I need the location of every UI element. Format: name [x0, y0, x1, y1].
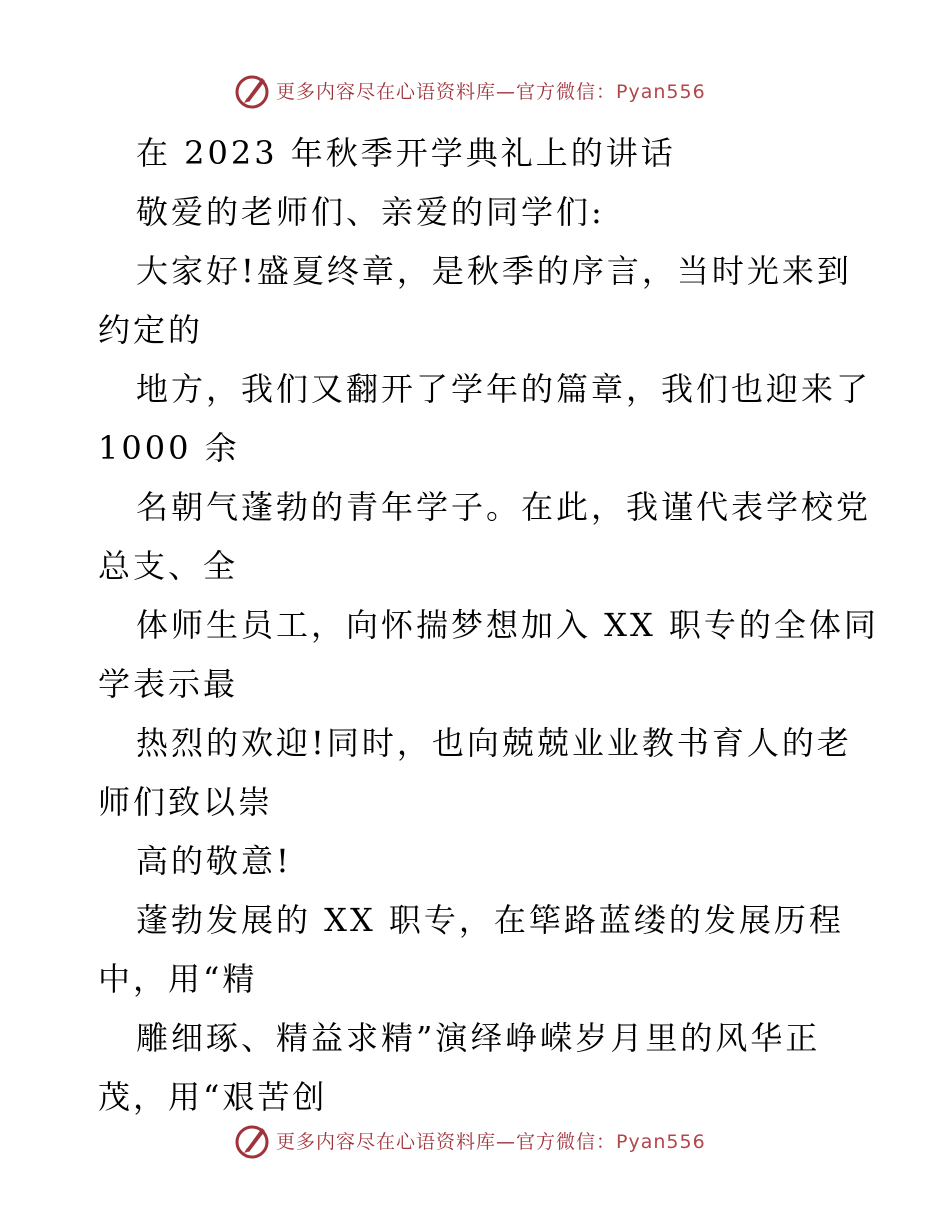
body-line: 名朝气蓬勃的青年学子。在此，我谨代表学校党 [136, 488, 872, 526]
body-line: 体师生员工，向怀揣梦想加入 XX 职专的全体同 [136, 606, 879, 644]
page-header-banner [232, 70, 706, 110]
header-banner-text [276, 77, 706, 104]
body-line: 热烈的欢迎!同时，也向兢兢业业教书育人的老 [136, 724, 852, 762]
body-line: 1000 余 [98, 429, 240, 467]
body-line: 大家好!盛夏终章，是秋季的序言，当时光来到 [136, 252, 852, 290]
body-line: 雕细琢、精益求精”演绎峥嵘岁月里的风华正 [136, 1019, 821, 1057]
page-footer-banner [232, 1120, 706, 1160]
document-title: 在 2023 年秋季开学典礼上的讲话 [136, 134, 676, 172]
salutation: 敬爱的老师们、亲爱的同学们: [136, 193, 605, 231]
body-line: 中，用“精 [98, 960, 258, 998]
quill-logo-icon [232, 70, 272, 110]
body-line: 学表示最 [98, 665, 239, 703]
footer-banner-text [276, 1127, 706, 1154]
body-line: 蓬勃发展的 XX 职专，在筚路蓝缕的发展历程 [136, 901, 844, 939]
header-wechat-id: Pyan556 [616, 80, 706, 103]
body-line: 总支、全 [98, 547, 239, 585]
header-banner-main: 更多内容尽在心语资料库—官方微信： [276, 80, 617, 103]
body-line: 约定的 [98, 311, 204, 349]
quill-logo-icon [232, 1120, 272, 1160]
body-line: 茂，用“艰苦创 [98, 1078, 328, 1116]
footer-wechat-id: Pyan556 [616, 1130, 706, 1153]
footer-banner-main: 更多内容尽在心语资料库—官方微信： [276, 1130, 617, 1153]
document-body [98, 124, 879, 1127]
body-line: 地方，我们又翻开了学年的篇章，我们也迎来了 [136, 370, 872, 408]
body-line: 师们致以崇 [98, 783, 274, 821]
body-line: 高的敬意! [136, 842, 292, 880]
